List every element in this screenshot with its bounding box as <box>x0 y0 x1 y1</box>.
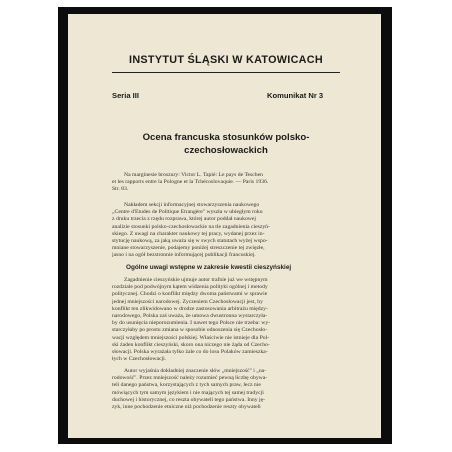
text-line: by do usunięcia nieporozumienia. I nawet tego Polsce nie trzeba: wy- <box>112 320 271 327</box>
text-line: Autor wyjaśnia dokładniej znaczenie słów „mniejszość" i „na- <box>124 368 267 374</box>
section-heading: Ogólne uwagi wstępne w zakresie kwestii cieszyńskiej <box>126 264 292 271</box>
paragraph-1 <box>112 202 342 260</box>
heading-divider <box>112 72 340 73</box>
series-label: Seria III <box>112 91 140 100</box>
paragraph-3 <box>112 368 342 411</box>
document-title <box>118 131 334 157</box>
text-line: Str. 83. <box>112 186 129 193</box>
paragraph-2 <box>112 277 342 363</box>
text-line: duchowej i historycznej, co reszta obywateli tego państwa. Inny ję- <box>112 396 266 403</box>
institute-heading: INSTYTUT ŚLĄSKI W KATOWICACH <box>129 54 323 66</box>
text-line: analizie stosunki polsko-czechosłowackie na tle zagadnienia cieszyń- <box>112 223 270 230</box>
text-line: skiego. Z uwagi na charakter naukowy tej pracy, wydanej przez in- <box>112 230 265 237</box>
text-line: et les rapports entre la Pologne et la Tchécoslovaquie. — Paris 1936. <box>112 179 269 186</box>
text-line: politycznej. Chodzi o konflikt między dwoma państwami w sprawie <box>112 291 268 298</box>
bulletin-number: Komunikat Nr 3 <box>267 91 324 100</box>
text-line: mniane stowarzyszenie, podajemy poniżej streszczenie tej zwięzłe, <box>112 245 265 252</box>
intro-paragraph <box>112 172 342 194</box>
text-line: konflikt ten zlikwidowano w drodze zastosowania arbitrażu między- <box>112 305 268 312</box>
text-line: z druku trzecia z rzędu rozprawa, której autor poddał naukowej <box>112 216 257 223</box>
text-line: Zagadnienie cieszyńskie ujmuje autor trafnie już we wstępnym <box>124 277 268 283</box>
text-line: słowacji. Polska wyrażała tylko żale co do losu Polaków zamieszka- <box>112 349 268 356</box>
text-line: rozdziale pod podwójnym kątem widzenia polityki ogólnej i metody <box>112 284 268 291</box>
text-line: rodowość". Przez mniejszość należy rozumieć pewną liczbę obywa- <box>112 375 268 382</box>
text-line: „Centre d'Etudes de Politique Etrangère" wyszła w ubiegłym roku <box>112 209 263 216</box>
text-line: wacji względem mniejszości polskiej. Właściwie nie istnieje dla Pol- <box>112 334 270 341</box>
text-line: starczyłaby po prostu zmiana w sposobie odnoszenia się Czechosło- <box>112 327 268 334</box>
title-line: czechosłowackich <box>184 145 268 156</box>
text-line: zyk, inne pochodzenie etniczne niż pochodzenie reszty obywateli <box>112 404 261 411</box>
text-line: narodowego, Polska zaś uważa, że umowa dwustronna wystarczyła- <box>112 313 268 320</box>
text-line: Nakładem sekcji informacyjnej stowarzyszenia naukowego <box>124 202 260 208</box>
text-line: mówiących tym samym językiem i nie mających tej samej tradycji <box>112 389 264 396</box>
title-line: Ocena francuska stosunków polsko- <box>142 132 310 143</box>
text-line: jasno i na ogół bezstronnie informującej publikacji francuskiej. <box>112 252 256 259</box>
document-page <box>68 14 381 438</box>
text-line: Na marginesie broszury: Victor L. Tapié: Le pays de Teschen <box>124 172 264 178</box>
text-line: jednej mniejszości narodowej. Życzeniem Czechosłowacji jest, by <box>112 298 263 305</box>
text-line: teli danego państwa, korzystających z tych samych praw, lecz nie <box>112 382 261 389</box>
text-line: ski żaden konflikt cieszyński, skoro ona niczego nie żąda od Czecho- <box>112 341 270 348</box>
text-line: stytucję naukową, za jaką uważa się w swych statutach wyżej wspo- <box>112 238 268 245</box>
text-line: łych w Czechosłowacji. <box>112 356 167 363</box>
